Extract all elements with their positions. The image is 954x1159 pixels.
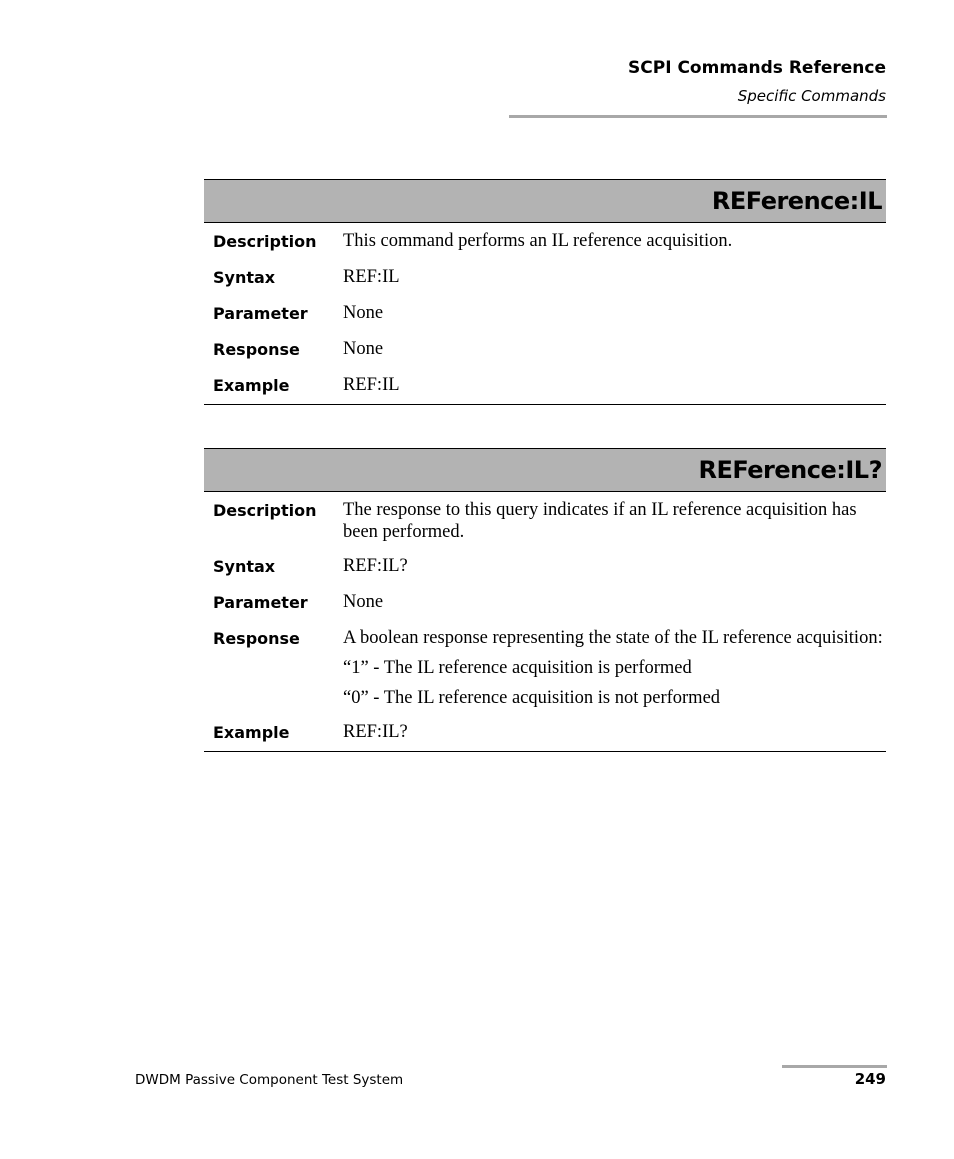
syntax-row — [204, 554, 886, 579]
value-line: None — [343, 339, 384, 359]
parameter-row — [204, 301, 886, 326]
header-rule — [509, 115, 887, 118]
row-label: Description — [213, 232, 317, 251]
footer-product-name: DWDM Passive Component Test System — [135, 1072, 404, 1088]
row-value — [343, 229, 886, 252]
value-line: REF:IL — [343, 267, 400, 287]
section-heading-bar — [204, 179, 886, 223]
command-section-ref-il-query — [204, 448, 886, 752]
row-label: Parameter — [213, 304, 308, 323]
row-label: Example — [213, 723, 290, 742]
value-line: “1” - The IL reference acquisition is performed — [343, 658, 692, 678]
row-label: Syntax — [213, 268, 276, 287]
footer-rule — [782, 1065, 887, 1068]
parameter-row — [204, 590, 886, 615]
value-line: This command performs an IL reference acquisition. — [343, 231, 733, 251]
row-label: Description — [213, 501, 317, 520]
row-value — [343, 720, 886, 743]
header-subtitle: Specific Commands — [737, 87, 886, 105]
row-label: Parameter — [213, 593, 308, 612]
description-row — [204, 498, 886, 543]
value-line: None — [343, 303, 384, 323]
example-row — [204, 720, 886, 745]
row-label: Response — [213, 340, 300, 359]
value-line: A boolean response representing the state of the IL reference acquisition: — [343, 628, 883, 648]
row-label: Example — [213, 376, 290, 395]
syntax-row — [204, 265, 886, 290]
description-row — [204, 229, 886, 254]
row-value — [343, 265, 886, 288]
value-line: None — [343, 592, 384, 612]
command-table — [204, 223, 886, 405]
section-title: REFerence:IL? — [698, 456, 882, 484]
row-value — [343, 498, 886, 543]
response-row — [204, 337, 886, 362]
value-line: REF:IL? — [343, 722, 408, 742]
row-value — [343, 337, 886, 360]
row-label: Response — [213, 629, 300, 648]
command-table — [204, 492, 886, 752]
value-line: REF:IL — [343, 375, 400, 395]
value-line: REF:IL? — [343, 556, 408, 576]
section-heading-bar — [204, 448, 886, 492]
command-section-ref-il — [204, 179, 886, 405]
header-title: SCPI Commands Reference — [628, 58, 886, 78]
example-row — [204, 373, 886, 398]
value-line: “0” - The IL reference acquisition is not performed — [343, 688, 721, 708]
row-value — [343, 373, 886, 396]
row-value — [343, 590, 886, 613]
row-value — [343, 554, 886, 577]
response-row — [204, 626, 886, 709]
page-number: 249 — [854, 1070, 886, 1088]
running-header — [628, 57, 886, 107]
row-value — [343, 626, 886, 709]
section-title: REFerence:IL — [711, 187, 882, 215]
row-value — [343, 301, 886, 324]
row-label: Syntax — [213, 557, 276, 576]
value-line: The response to this query indicates if an IL reference acquisition has been performed. — [343, 500, 857, 542]
